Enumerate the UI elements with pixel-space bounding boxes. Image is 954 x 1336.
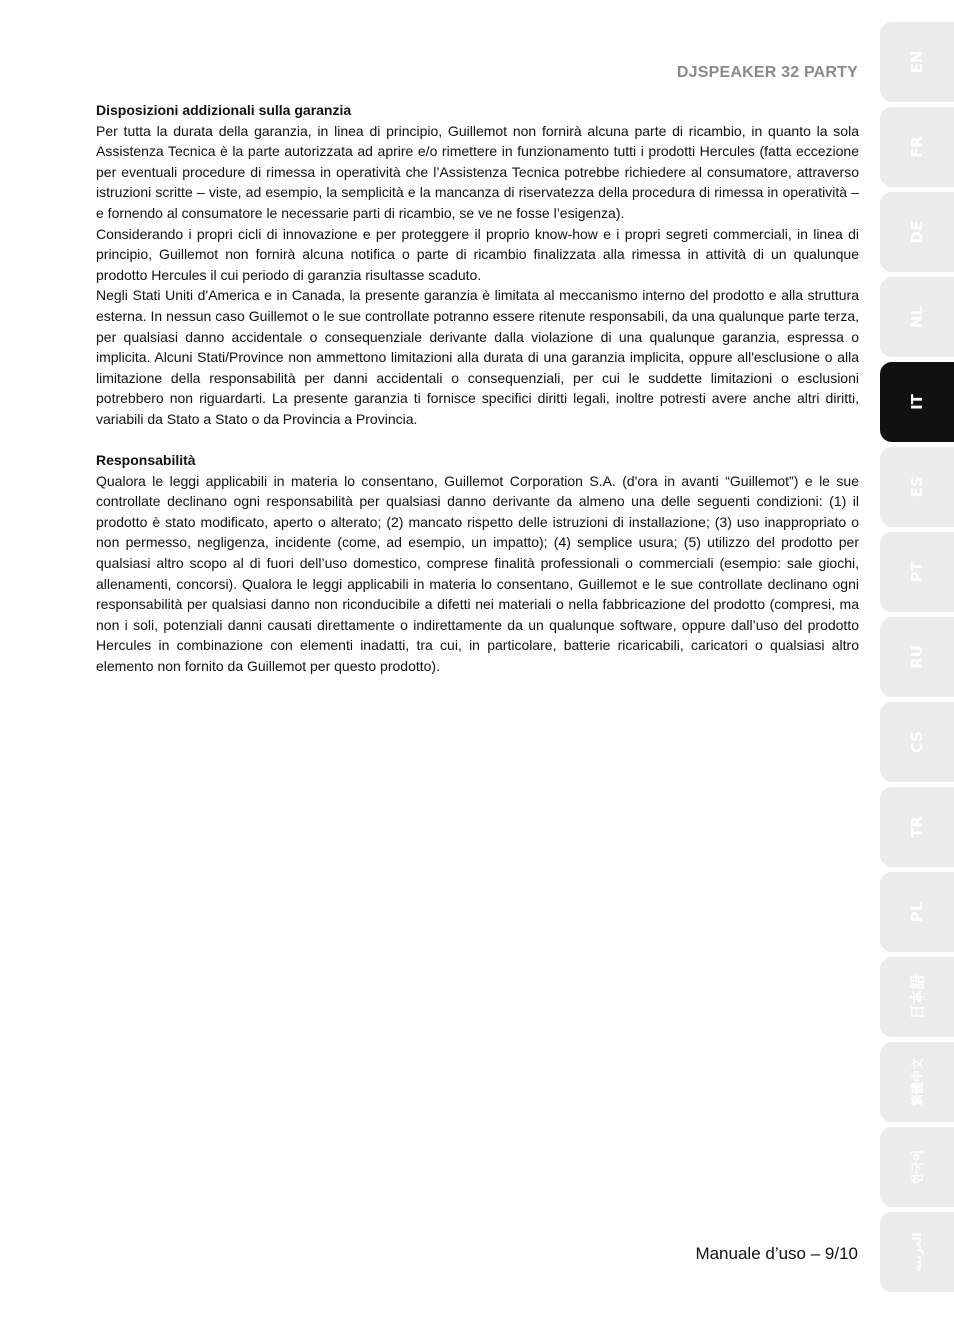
tab-ar[interactable]: [880, 1212, 954, 1292]
tab-label: 日本語: [908, 974, 927, 1020]
tab-ko[interactable]: [880, 1127, 954, 1207]
tab-de[interactable]: [880, 192, 954, 272]
tab-en[interactable]: [880, 22, 954, 102]
tab-label: DE: [908, 220, 926, 244]
paragraph: Qualora le leggi applicabili in materia lo consentano, Guillemot Corporation S.A. (d'ora in avanti “Guillemot”) e le sue controllate declinano ogni responsabilità per qualsiasi danno derivante da almeno una delle seguenti condizioni: (1) il prodotto è stato modificato, aperto o alterato; (2) mancato rispetto delle istruzioni di installazione; (3) uso inappropriato o non permesso, negligenza, incidente (come, ad esempio, un impatto); (4) semplice usura; (5) utilizzo del prodotto per qualsiasi altro scopo al di fuori dell’uso domestico, comprese finalità professionali o commerciali (esempio: sale giochi, allenamenti, concorsi). Qualora le leggi applicabili in materia lo consentano, Guillemot e le sue controllate declinano ogni responsabilità per qualsiasi danno non riconducibile a difetti nei materiali o nella fabbricazione del prodotto (compresi, ma non i soli, potenziali danni causati direttamente o indirettamente da un qualunque software, oppure dall’uso del prodotto Hercules in combinazione con elementi inadatti, tra cui, in particolare, batterie ricaricabili, caricatori o qualsiasi altro elemento non fornito da Guillemot per questo prodotto).: [96, 472, 859, 675]
tab-fr[interactable]: [880, 107, 954, 187]
tab-label: RU: [908, 645, 926, 669]
tab-label: 한국어: [910, 1149, 925, 1185]
section-heading-warranty: Disposizioni addizionali sulla garanzia: [96, 102, 352, 118]
tab-nl[interactable]: [880, 277, 954, 357]
tab-label: NL: [908, 305, 926, 329]
section-spacer: [96, 430, 859, 451]
tab-pt[interactable]: [880, 532, 954, 612]
tab-tr[interactable]: [880, 787, 954, 867]
tab-label: CS: [908, 730, 926, 754]
tab-ru[interactable]: [880, 617, 954, 697]
paragraph: Considerando i propri cicli di innovazione e per proteggere il proprio know-how e i propri segreti commerciali, in linea di principio, Guillemot non fornirà alcuna notifica o parte di ricambio finalizzata alla rimessa in attività di un qualunque prodotto Hercules il cui periodo di garanzia risultasse scaduto.: [96, 225, 859, 283]
tab-label: TR: [908, 816, 926, 838]
paragraph: Negli Stati Uniti d'America e in Canada, la presente garanzia è limitata al meccanismo interno del prodotto e alla struttura esterna. In nessun caso Guillemot o le sue controllate potranno essere ritenute responsabili, da una qualunque parte terza, per qualsiasi danno accidentale o consequenziale derivante dalla violazione di una qualunque garanzia, espressa o implicita. Alcuni Stati/Province non ammettono limitazioni alla durata di una garanzia implicita, oppure all'esclusione o alla limitazione della responsabilità per danni accidentali o consequenziali, per cui le suddette limitazioni o esclusioni potrebbero non riguardarti. La presente garanzia ti fornisce specifici diritti legali, inoltre potresti avere anche altri diritti, variabili da Stato a Stato o da Provincia a Provincia.: [96, 287, 859, 427]
tab-cs[interactable]: [880, 702, 954, 782]
page-footer: Manuale d’uso – 9/10: [695, 1244, 858, 1263]
tab-pl[interactable]: [880, 872, 954, 952]
tab-label: العربية: [910, 1232, 924, 1272]
tab-label: PT: [908, 561, 926, 583]
tab-label: EN: [908, 50, 926, 74]
tab-label: IT: [908, 394, 926, 410]
tab-it[interactable]: [880, 362, 954, 442]
tab-es[interactable]: [880, 447, 954, 527]
section-heading-liability: Responsabilità: [96, 452, 196, 469]
tab-label: ES: [908, 476, 926, 498]
paragraph: Per tutta la durata della garanzia, in linea di principio, Guillemot non fornirà alcuna parte di ricambio, in quanto la sola Assistenza Tecnica è la parte autorizzata ad aprire e/o rimettere in funzionamento tutti i prodotti Hercules (fatta eccezione per eventuali procedure di rimessa in operatività che l’Assistenza Tecnica potrebbe richiedere al consumatore, attraverso istruzioni scritte – viste, ad esempio, la semplicità e la mancanza di riservatezza della procedura di rimessa in operatività – e fornendo al consumatore le necessarie parti di ricambio, se ve ne fosse l’esigenza).: [96, 122, 859, 221]
language-tabs: [880, 22, 954, 1297]
tab-zh[interactable]: [880, 1042, 954, 1122]
tab-label: FR: [908, 136, 926, 158]
tab-label: 繁體中文: [910, 1057, 925, 1107]
product-title: DJSPEAKER 32 PARTY: [676, 64, 858, 81]
document-body: [96, 100, 859, 677]
tab-label: PL: [908, 901, 926, 923]
tab-ja[interactable]: [880, 957, 954, 1037]
